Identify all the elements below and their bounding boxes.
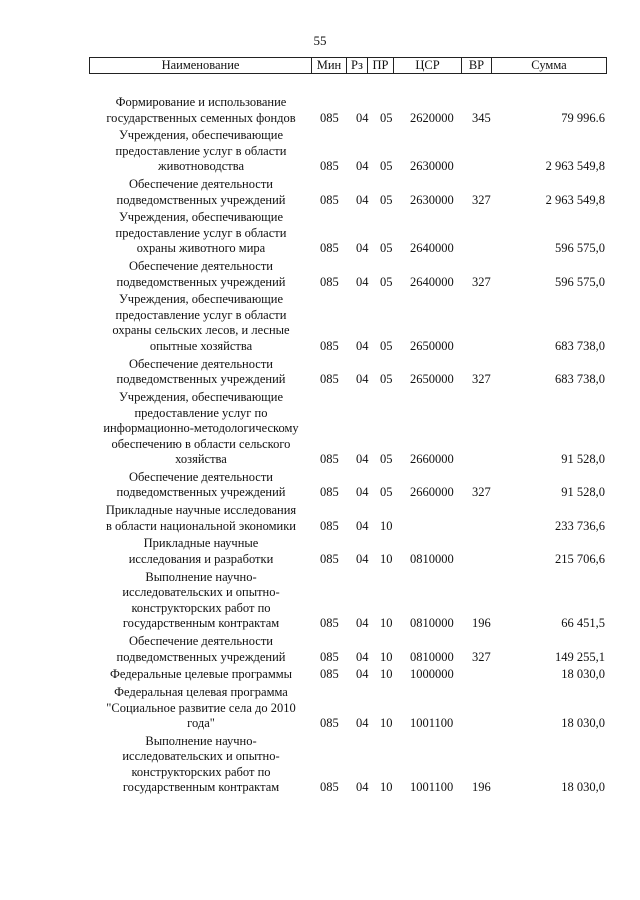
row-sum: 18 030,0	[561, 716, 605, 731]
row-pr: 05	[380, 192, 393, 207]
row-sum: 596 575,0	[555, 241, 605, 256]
row-name	[0, 390, 314, 468]
row-name-line: Обеспечение деятельности	[128, 634, 273, 649]
row-rz: 04	[356, 192, 369, 207]
row-min: 085	[320, 518, 339, 533]
table-row	[0, 470, 640, 501]
table-row	[0, 685, 640, 732]
row-sum: 66 451,5	[561, 616, 605, 631]
page-number: 55	[313, 33, 327, 48]
row-sum: 233 736,6	[555, 518, 605, 533]
row-min: 085	[320, 780, 339, 795]
row-name-line: предоставление услуг в области	[115, 225, 287, 240]
row-name-line: Учреждения, обеспечивающие	[118, 390, 284, 405]
row-vr: 196	[472, 780, 491, 795]
row-vr: 345	[472, 110, 491, 125]
table-body	[0, 95, 640, 798]
row-rz: 04	[356, 159, 369, 174]
header-csr: ЦСР	[394, 58, 462, 73]
row-vr: 196	[472, 616, 491, 631]
row-name-line: государственным контрактам	[122, 616, 280, 631]
row-csr: 1001100	[410, 780, 454, 795]
row-name	[0, 570, 314, 632]
row-name-line: Учреждения, обеспечивающие	[118, 128, 284, 143]
row-rz: 04	[356, 716, 369, 731]
row-name-line: подведомственных учреждений	[116, 274, 286, 289]
row-name	[0, 470, 314, 501]
row-name-line: Обеспечение деятельности	[128, 177, 273, 192]
row-csr: 2640000	[410, 274, 454, 289]
row-min: 085	[320, 551, 339, 566]
row-csr: 2630000	[410, 192, 454, 207]
row-sum: 91 528,0	[561, 485, 605, 500]
row-name-line: Обеспечение деятельности	[128, 259, 273, 274]
table-row	[0, 634, 640, 665]
row-name-line: исследования и разработки	[128, 551, 274, 566]
row-min: 085	[320, 110, 339, 125]
row-rz: 04	[356, 338, 369, 353]
row-min: 085	[320, 159, 339, 174]
row-rz: 04	[356, 372, 369, 387]
header-sum: Сумма	[531, 58, 567, 72]
row-pr: 05	[380, 485, 393, 500]
row-pr: 05	[380, 274, 393, 289]
row-rz: 04	[356, 485, 369, 500]
row-csr: 2620000	[410, 110, 454, 125]
row-sum: 18 030,0	[561, 780, 605, 795]
row-name-line: предоставление услуг в области	[115, 143, 287, 158]
row-name	[0, 734, 314, 796]
row-name-line: в области национальной экономики	[106, 518, 296, 533]
row-sum: 683 738,0	[555, 338, 605, 353]
row-pr: 05	[380, 372, 393, 387]
row-pr: 05	[380, 110, 393, 125]
row-name-line: подведомственных учреждений	[116, 485, 286, 500]
row-name-line: конструкторских работ по	[131, 600, 271, 615]
row-csr: 2660000	[410, 452, 454, 467]
header-vr: ВР	[462, 58, 492, 73]
row-name-line: исследовательских и опытно-	[122, 585, 280, 600]
table-row	[0, 292, 640, 354]
row-rz: 04	[356, 649, 369, 664]
table-row	[0, 536, 640, 567]
row-sum: 596 575,0	[555, 274, 605, 289]
row-name-line: информационно-методологическому	[103, 421, 299, 436]
table-row	[0, 259, 640, 290]
row-csr: 2650000	[410, 338, 454, 353]
row-min: 085	[320, 452, 339, 467]
row-name-line: государственных семенных фондов	[106, 110, 296, 125]
row-name-line: предоставление услуг в области	[115, 307, 287, 322]
row-name-line: предоставление услуг по	[134, 405, 268, 420]
row-csr: 2640000	[410, 241, 454, 256]
header-min: Мин	[312, 58, 347, 73]
row-min: 085	[320, 667, 339, 682]
row-name	[0, 667, 314, 683]
row-rz: 04	[356, 110, 369, 125]
table-row	[0, 128, 640, 175]
row-min: 085	[320, 372, 339, 387]
table-row	[0, 210, 640, 257]
row-pr: 10	[380, 551, 393, 566]
row-vr: 327	[472, 192, 491, 207]
row-name-line: Федеральные целевые программы	[109, 667, 293, 682]
row-pr: 05	[380, 159, 393, 174]
row-pr: 10	[380, 667, 393, 682]
table-row	[0, 357, 640, 388]
row-pr: 05	[380, 241, 393, 256]
row-csr: 0810000	[410, 616, 454, 631]
table-row	[0, 177, 640, 208]
row-csr: 2650000	[410, 372, 454, 387]
row-min: 085	[320, 616, 339, 631]
row-rz: 04	[356, 241, 369, 256]
row-min: 085	[320, 716, 339, 731]
row-name-line: Прикладные научные исследования	[105, 503, 297, 518]
row-min: 085	[320, 649, 339, 664]
row-pr: 05	[380, 338, 393, 353]
row-name	[0, 95, 314, 126]
row-name-line: Учреждения, обеспечивающие	[118, 292, 284, 307]
row-vr: 327	[472, 274, 491, 289]
row-vr: 327	[472, 485, 491, 500]
row-rz: 04	[356, 518, 369, 533]
row-min: 085	[320, 485, 339, 500]
row-name-line: Федеральная целевая программа	[114, 685, 288, 700]
row-name-line: подведомственных учреждений	[116, 649, 286, 664]
row-name-line: охраны сельских лесов, и лесные	[112, 323, 290, 338]
table-row	[0, 667, 640, 683]
row-csr: 0810000	[410, 649, 454, 664]
row-sum: 2 963 549,8	[545, 159, 605, 174]
row-name-line: животноводства	[158, 159, 244, 174]
row-pr: 10	[380, 616, 393, 631]
header-pr: ПР	[368, 58, 394, 73]
row-pr: 05	[380, 452, 393, 467]
row-min: 085	[320, 338, 339, 353]
row-sum: 149 255,1	[555, 649, 605, 664]
row-csr: 0810000	[410, 551, 454, 566]
row-min: 085	[320, 241, 339, 256]
header-name: Наименование	[90, 58, 312, 73]
row-name-line: Выполнение научно-	[145, 569, 257, 584]
row-name-line: конструкторских работ по	[131, 764, 271, 779]
row-pr: 10	[380, 780, 393, 795]
header-rz: Рз	[347, 58, 368, 73]
row-name	[0, 634, 314, 665]
row-name-line: Обеспечение деятельности	[128, 356, 273, 371]
row-name	[0, 503, 314, 534]
table-row	[0, 570, 640, 632]
row-name-line: года"	[187, 716, 215, 731]
row-name-line: государственным контрактам	[122, 780, 280, 795]
row-rz: 04	[356, 274, 369, 289]
table-row	[0, 734, 640, 796]
table-header	[89, 57, 607, 74]
row-sum: 18 030,0	[561, 667, 605, 682]
row-rz: 04	[356, 616, 369, 631]
row-name-line: подведомственных учреждений	[116, 192, 286, 207]
row-pr: 10	[380, 716, 393, 731]
row-name-line: Обеспечение деятельности	[128, 469, 273, 484]
row-rz: 04	[356, 667, 369, 682]
row-name	[0, 685, 314, 732]
row-name	[0, 357, 314, 388]
row-csr: 1001100	[410, 716, 454, 731]
row-name-line: хозяйства	[175, 452, 227, 467]
row-min: 085	[320, 274, 339, 289]
row-name-line: Формирование и использование	[115, 95, 287, 109]
row-sum: 683 738,0	[555, 372, 605, 387]
row-csr: 1000000	[410, 667, 454, 682]
row-name-line: Прикладные научные	[143, 536, 259, 551]
row-name-line: обеспечению в области сельского	[111, 436, 291, 451]
row-csr: 2660000	[410, 485, 454, 500]
row-rz: 04	[356, 780, 369, 795]
row-sum: 215 706,6	[555, 551, 605, 566]
row-name	[0, 536, 314, 567]
row-name	[0, 177, 314, 208]
row-sum: 91 528,0	[561, 452, 605, 467]
row-name	[0, 259, 314, 290]
row-name-line: "Социальное развитие села до 2010	[106, 700, 296, 715]
row-pr: 10	[380, 649, 393, 664]
row-vr: 327	[472, 372, 491, 387]
row-rz: 04	[356, 452, 369, 467]
table-row	[0, 390, 640, 468]
table-row	[0, 503, 640, 534]
row-csr: 2630000	[410, 159, 454, 174]
row-name-line: подведомственных учреждений	[116, 372, 286, 387]
row-rz: 04	[356, 551, 369, 566]
row-name	[0, 292, 314, 354]
row-name	[0, 128, 314, 175]
row-name-line: охраны животного мира	[136, 241, 266, 256]
row-name-line: Выполнение научно-	[145, 733, 257, 748]
row-pr: 10	[380, 518, 393, 533]
row-vr: 327	[472, 649, 491, 664]
row-sum: 79 996.6	[561, 110, 605, 125]
row-sum: 2 963 549,8	[545, 192, 605, 207]
row-name-line: опытные хозяйства	[149, 338, 253, 353]
table-row	[0, 95, 640, 126]
row-name-line: Учреждения, обеспечивающие	[118, 210, 284, 225]
row-min: 085	[320, 192, 339, 207]
row-name	[0, 210, 314, 257]
row-name-line: исследовательских и опытно-	[122, 749, 280, 764]
